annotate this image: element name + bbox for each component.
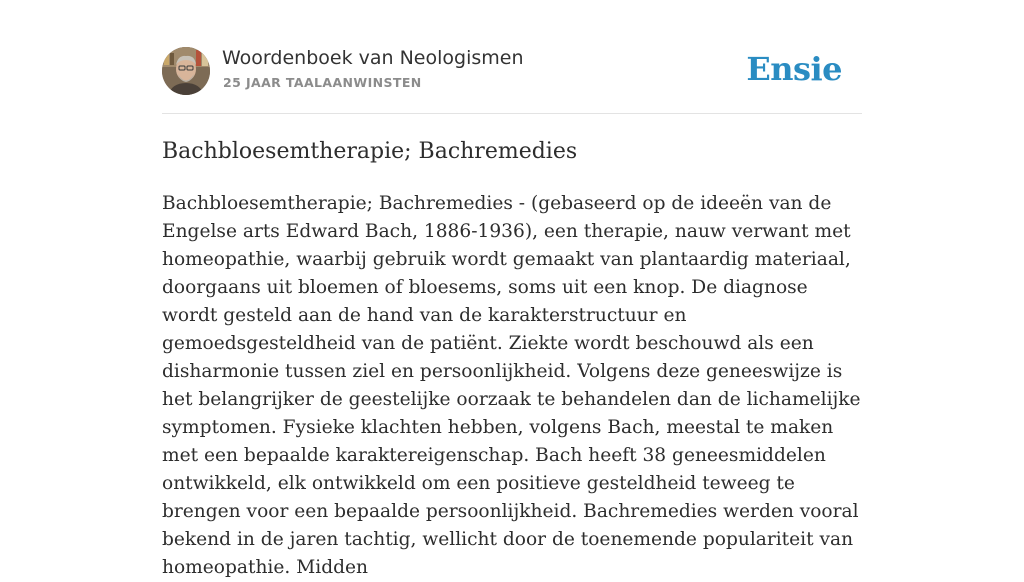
- entry-body: Bachbloesemtherapie; Bachremedies - (gebaseerd op de ideeën van de Engelse arts Edward Bach, 1886-1936), een therapie, nauw verwant met homeopathie, waarbij gebruik wordt gemaakt van plantaardig materiaal, doorgaans uit bloemen of bloesems, soms uit een knop. De diagnose wordt gesteld aan de hand van de karakterstructuur en gemoedsgesteldheid van de patiënt. Ziekte wordt beschouwd als een disharmonie tussen ziel en persoonlijkheid. Volgens deze geneeswijze is het belangrijker de geestelijke oorzaak te behandelen dan de lichamelijke symptomen. Fysieke klachten hebben, volgens Bach, meestal te maken met een bepaalde karaktereigenschap. Bach heeft 38 geneesmiddelen ontwikkeld, elk ontwikkeld om een positieve gesteldheid teweeg te brengen voor een bepaalde persoonlijkheid. Bachremedies werden vooral bekend in de jaren tachtig, wellicht door de toenemende populariteit van homeopathie. Midden: [162, 193, 861, 578]
- ensie-logo[interactable]: Ensie: [746, 50, 842, 88]
- author-avatar[interactable]: [162, 47, 210, 95]
- entry-title: Bachbloesemtherapie; Bachremedies: [162, 139, 578, 164]
- source-title[interactable]: Woordenboek van Neologismen: [222, 47, 524, 69]
- source-header: [162, 46, 862, 98]
- header-divider: [162, 113, 862, 114]
- source-subtitle: 25 JAAR TAALAANWINSTEN: [223, 75, 422, 90]
- author-photo-icon: [162, 47, 210, 95]
